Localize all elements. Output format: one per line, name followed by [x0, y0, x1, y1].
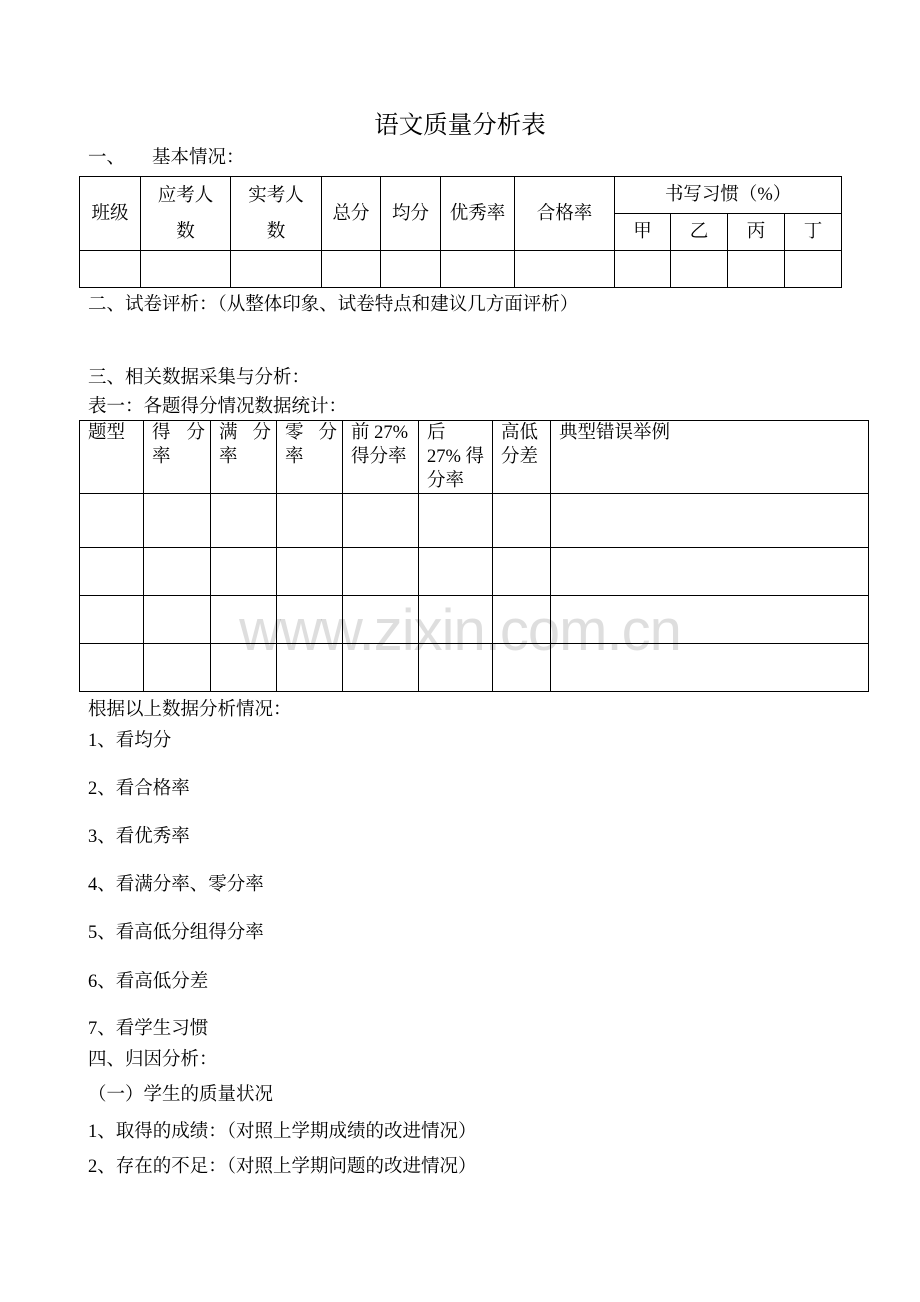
header-grade-a [615, 214, 671, 251]
header-expected-examinees-line-1: 应考人 [157, 185, 214, 206]
cell-question-type [80, 644, 144, 692]
header-typical-errors [551, 421, 869, 494]
header-full-score-rate-line-1: 满分 [219, 423, 271, 443]
cell-grade-d [785, 251, 842, 288]
cell-score-rate [144, 494, 211, 548]
cell-question-type [80, 494, 144, 548]
cell-bottom-27-score-rate [419, 596, 493, 644]
header-question-type [80, 421, 144, 494]
analysis-item: 3、看优秀率 [88, 827, 190, 847]
header-actual-examinees-line-2: 数 [266, 221, 286, 242]
section-4-subheading: （一）学生的质量状况 [88, 1085, 274, 1105]
cell-average-score [381, 251, 441, 288]
header-excellence-rate [441, 177, 515, 251]
header-expected-examinees [141, 177, 231, 251]
cell-expected-examinees [141, 251, 231, 288]
header-score-rate [144, 421, 211, 494]
grade-a-label: 甲 [633, 222, 652, 242]
analysis-intro: 根据以上数据分析情况： [88, 700, 292, 720]
header-grade-c [728, 214, 785, 251]
header-average-score [381, 177, 441, 251]
basic-info-table [79, 176, 842, 288]
cell-typical-errors [551, 494, 869, 548]
grade-b-label: 乙 [689, 222, 709, 242]
cell-typical-errors [551, 548, 869, 596]
analysis-item: 6、看高低分差 [88, 972, 209, 992]
header-grade-d [785, 214, 842, 251]
cell-zero-score-rate [277, 644, 343, 692]
cell-grade-b [671, 251, 728, 288]
header-class-label: 班级 [91, 203, 129, 224]
header-pass-rate [515, 177, 615, 251]
cell-zero-score-rate [277, 548, 343, 596]
table-row [80, 596, 869, 644]
site-watermark: www.zixin.com.cn [239, 598, 681, 663]
header-actual-examinees [231, 177, 322, 251]
analysis-item: 1、看均分 [88, 731, 172, 751]
cell-question-type [80, 548, 144, 596]
cell-class [80, 251, 141, 288]
cell-question-type [80, 596, 144, 644]
section-4-item: 2、存在的不足：（对照上学期问题的改进情况） [88, 1157, 477, 1177]
cell-top-27-score-rate [343, 548, 419, 596]
header-grade-b [671, 214, 728, 251]
cell-top-27-score-rate [343, 596, 419, 644]
header-score-rate-line-2: 率 [152, 447, 171, 467]
cell-score-rate [144, 644, 211, 692]
cell-bottom-27-score-rate [419, 548, 493, 596]
header-top-27-score-rate [343, 421, 419, 494]
basic-info-header-row [80, 177, 842, 214]
cell-bottom-27-score-rate [419, 644, 493, 692]
cell-total-score [322, 251, 381, 288]
table-row [80, 644, 869, 692]
header-question-type-label: 题型 [88, 423, 126, 443]
section-1-number: 一、 [88, 148, 126, 168]
cell-score-rate [144, 596, 211, 644]
header-writing-habit [615, 177, 842, 214]
header-writing-habit-label: 书写习惯（%） [664, 185, 792, 205]
cell-bottom-27-score-rate [419, 494, 493, 548]
cell-pass-rate [515, 251, 615, 288]
header-bottom-27-line-2: 27% 得 [427, 447, 485, 467]
header-actual-examinees-line-1: 实考人 [248, 185, 304, 206]
cell-full-score-rate [211, 644, 277, 692]
section-4-item: 1、取得的成绩：（对照上学期成绩的改进情况） [88, 1122, 477, 1142]
cell-full-score-rate [211, 548, 277, 596]
analysis-item: 4、看满分率、零分率 [88, 875, 264, 895]
section-4-heading: 四、归因分析： [88, 1050, 218, 1070]
header-high-low-gap [493, 421, 551, 494]
header-zero-score-rate [277, 421, 343, 494]
header-bottom-27-line-1: 后 [427, 423, 446, 443]
cell-grade-c [728, 251, 785, 288]
analysis-item: 7、看学生习惯 [88, 1019, 209, 1039]
header-total-score-label: 总分 [332, 203, 370, 224]
header-bottom-27-score-rate [419, 421, 493, 494]
header-full-score-rate [211, 421, 277, 494]
table-row [80, 548, 869, 596]
cell-typical-errors [551, 644, 869, 692]
header-expected-examinees-line-2: 数 [176, 221, 195, 242]
header-class [80, 177, 141, 251]
cell-grade-a [615, 251, 671, 288]
analysis-item: 2、看合格率 [88, 779, 190, 799]
header-typical-errors-label: 典型错误举例 [559, 423, 671, 443]
table-row [80, 494, 869, 548]
header-pass-rate-label: 合格率 [536, 203, 593, 224]
header-top-27-line-2: 得分率 [351, 447, 407, 467]
cell-top-27-score-rate [343, 644, 419, 692]
question-stats-header-row [80, 421, 869, 494]
table-2-caption: 表一：各题得分情况数据统计： [88, 397, 348, 417]
section-2-heading: 二、试卷评析：（从整体印象、试卷特点和建议几方面评析） [88, 295, 579, 315]
cell-full-score-rate [211, 494, 277, 548]
cell-zero-score-rate [277, 596, 343, 644]
header-total-score [322, 177, 381, 251]
header-top-27-line-1: 前 27% [351, 423, 409, 443]
cell-score-rate [144, 548, 211, 596]
cell-top-27-score-rate [343, 494, 419, 548]
cell-high-low-gap [493, 596, 551, 644]
header-zero-score-rate-line-1: 零分 [285, 423, 337, 443]
header-bottom-27-line-3: 分率 [427, 471, 465, 491]
cell-high-low-gap [493, 494, 551, 548]
cell-typical-errors [551, 596, 869, 644]
header-full-score-rate-line-2: 率 [219, 447, 238, 467]
grade-c-label: 丙 [746, 222, 766, 242]
header-high-low-gap-line-1: 高低 [501, 423, 539, 443]
header-excellence-rate-label: 优秀率 [449, 203, 506, 224]
header-zero-score-rate-line-2: 率 [285, 447, 304, 467]
analysis-item: 5、看高低分组得分率 [88, 923, 264, 943]
header-average-score-label: 均分 [391, 203, 429, 224]
cell-zero-score-rate [277, 494, 343, 548]
cell-actual-examinees [231, 251, 322, 288]
cell-excellence-rate [441, 251, 515, 288]
question-stats-table [79, 420, 869, 692]
section-1-label: 基本情况： [152, 148, 245, 168]
grade-d-label: 丁 [803, 222, 823, 242]
cell-high-low-gap [493, 548, 551, 596]
table-row [80, 251, 842, 288]
page-title: 语文质量分析表 [374, 112, 546, 139]
cell-high-low-gap [493, 644, 551, 692]
cell-full-score-rate [211, 596, 277, 644]
header-high-low-gap-line-2: 分差 [501, 447, 539, 467]
section-3-heading: 三、相关数据采集与分析： [88, 368, 311, 388]
header-score-rate-line-1: 得分 [152, 423, 205, 443]
